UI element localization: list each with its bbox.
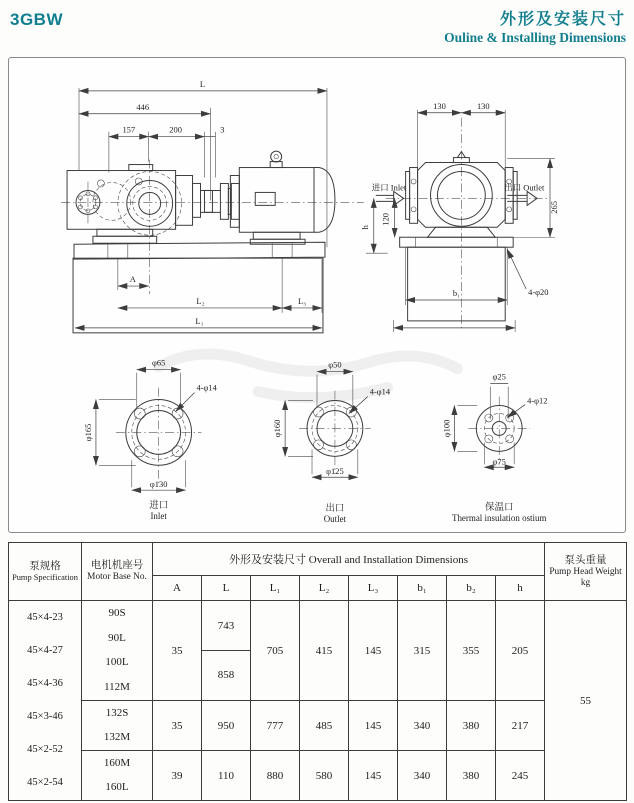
motor-base-group-2 xyxy=(82,701,153,751)
motor-base: 160M xyxy=(103,757,131,769)
value-L-2: 950 xyxy=(202,701,251,751)
pump-spec: 45×4-36 xyxy=(27,677,63,689)
col-header-weight: 泵头重量 Pump Head Weight kg xyxy=(545,543,627,601)
value-L-1b: 858 xyxy=(217,669,235,682)
page-title: 3GBW xyxy=(10,10,63,29)
col-header-overall-dims: 外形及安装尺寸 Overall and Installation Dimensions xyxy=(153,543,545,576)
dim-inlet-bc: φ130 xyxy=(149,479,168,490)
dim-h: h xyxy=(359,225,370,230)
sub-header-b1: b₁ xyxy=(398,576,447,601)
dim-inlet-holes: 4-φ14 xyxy=(196,382,217,393)
dim-157: 157 xyxy=(122,124,136,135)
col-header-pump-spec: 泵规格 Pump Specification xyxy=(9,543,82,601)
inlet-flange-label-en: Inlet xyxy=(150,511,167,522)
value-A-1: 35 xyxy=(153,601,202,701)
dim-thermal-od: φ100 xyxy=(441,419,452,438)
value-L3-3: 145 xyxy=(349,751,398,801)
value-h-3: 245 xyxy=(496,751,545,801)
side-view xyxy=(61,79,364,333)
sub-header-L1: L₁ xyxy=(251,576,300,601)
value-L2-2: 485 xyxy=(300,701,349,751)
dim-L3: L₃ xyxy=(298,295,307,306)
value-L2-1: 415 xyxy=(300,601,349,701)
thermal-flange-label-en: Thermal insulation ostium xyxy=(451,513,547,524)
value-L2-3: 580 xyxy=(300,751,349,801)
value-L1-3: 880 xyxy=(251,751,300,801)
motor-base: 112M xyxy=(104,680,130,693)
dim-130-left: 130 xyxy=(433,100,446,111)
outlet-flange-label-en: Outlet xyxy=(323,514,347,525)
pump-spec: 45×4-23 xyxy=(27,611,63,623)
value-b1-3: 340 xyxy=(398,751,447,801)
motor-base-group-1 xyxy=(82,601,153,701)
inlet-label: 进口 Inlet xyxy=(371,182,407,193)
value-A-3: 39 xyxy=(153,751,202,801)
end-view xyxy=(360,101,559,332)
pump-spec: 45×2-54 xyxy=(27,776,63,788)
value-L1-1: 705 xyxy=(251,601,300,701)
dim-thermal-holes: 4-φ12 xyxy=(527,395,548,406)
value-h-2: 217 xyxy=(496,701,545,751)
dim-inlet-od: φ165 xyxy=(82,423,93,442)
sub-header-b2: b₂ xyxy=(447,576,496,601)
pump-spec: 45×2-52 xyxy=(27,743,63,755)
dim-L2: L₂ xyxy=(196,295,205,306)
value-b2-1: 355 xyxy=(447,601,496,701)
pump-spec-column xyxy=(9,601,82,801)
motor-base: 132S xyxy=(105,707,129,719)
value-L-3: 110 xyxy=(202,751,251,801)
section-title-zh: 外形及安装尺寸 xyxy=(499,11,626,28)
motor-base: 90L xyxy=(108,631,126,644)
drawing-panel xyxy=(8,57,626,533)
sub-header-L2: L₂ xyxy=(300,576,349,601)
flange-thermal xyxy=(441,372,547,523)
dim-bolt-holes-base: 4-φ20 xyxy=(528,287,549,297)
pump-spec: 45×4-27 xyxy=(27,644,63,656)
dim-thermal-bore: φ25 xyxy=(492,371,506,382)
dim-L: L xyxy=(199,78,206,89)
dim-outlet-bc: φ125 xyxy=(326,466,344,477)
flange-inlet xyxy=(83,358,218,521)
pump-head-weight: 55 xyxy=(545,601,627,801)
sub-header-L: L xyxy=(202,576,251,601)
dimension-table xyxy=(8,542,627,801)
outlet-flange-label-zh: 出口 xyxy=(325,504,345,515)
page-header xyxy=(0,0,634,57)
value-b2-2: 380 xyxy=(447,701,496,751)
motor-base: 132M xyxy=(103,731,131,743)
dim-120: 120 xyxy=(380,212,391,226)
sub-header-L3: L₃ xyxy=(349,576,398,601)
outlet-label: 出口 Outlet xyxy=(504,182,545,193)
dim-outlet-bore: φ50 xyxy=(328,359,342,370)
dim-inlet-bore: φ65 xyxy=(151,357,166,368)
value-L-1 xyxy=(202,601,251,701)
section-title xyxy=(444,6,626,46)
dim-outlet-od: φ160 xyxy=(272,419,283,438)
value-L-1a: 743 xyxy=(202,602,250,652)
motor-base-group-3 xyxy=(82,751,153,801)
value-L3-1: 145 xyxy=(349,601,398,701)
value-L3-2: 145 xyxy=(349,701,398,751)
dim-L1: L₁ xyxy=(195,315,204,326)
dim-200: 200 xyxy=(169,124,182,135)
pump-spec: 45×3-46 xyxy=(27,710,63,722)
dim-446: 446 xyxy=(136,101,150,112)
value-L1-2: 777 xyxy=(251,701,300,751)
value-b1-1: 315 xyxy=(398,601,447,701)
motor-base: 160L xyxy=(105,781,129,793)
section-title-en: Ouline & Installing Dimensions xyxy=(444,30,626,45)
value-A-2: 35 xyxy=(153,701,202,751)
sub-header-h: h xyxy=(496,576,545,601)
dim-130-right: 130 xyxy=(476,100,490,111)
value-b1-2: 340 xyxy=(398,701,447,751)
dim-b1: b₁ xyxy=(452,287,461,298)
inlet-flange-label-zh: 进口 xyxy=(149,501,169,512)
dim-A: A xyxy=(129,274,136,285)
motor-base: 100L xyxy=(105,656,129,669)
thermal-flange-label-zh: 保温口 xyxy=(485,503,514,514)
sub-header-A: A xyxy=(153,576,202,601)
col-header-motor-base: 电机机座号 Motor Base No. xyxy=(82,543,153,601)
dimension-drawing xyxy=(9,58,625,532)
dim-3: 3 xyxy=(220,124,225,135)
value-h-1: 205 xyxy=(496,601,545,701)
dim-outlet-holes: 4-φ14 xyxy=(369,386,391,397)
value-b2-3: 380 xyxy=(447,751,496,801)
motor-base: 90S xyxy=(108,607,126,620)
dim-265: 265 xyxy=(548,201,559,214)
dim-thermal-bc: φ75 xyxy=(492,456,506,467)
flange-outlet xyxy=(272,360,391,524)
